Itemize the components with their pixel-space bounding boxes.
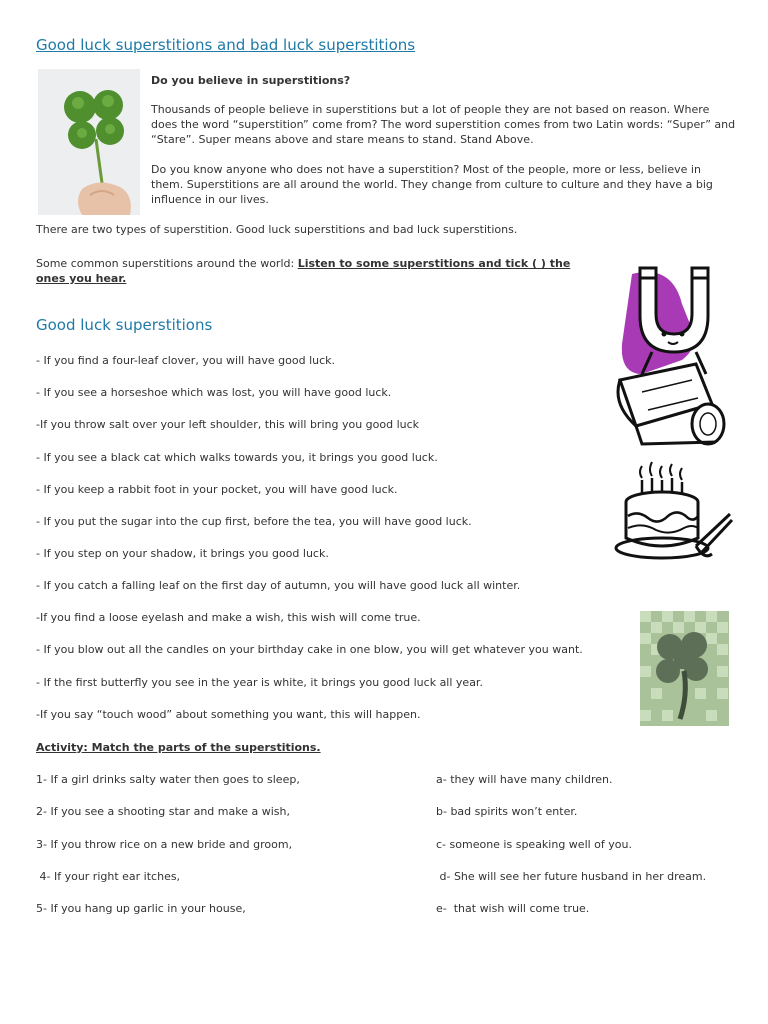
activity-heading: Activity: Match the parts of the superstitions. — [36, 741, 321, 754]
types-line: There are two types of superstition. Good luck superstitions and bad luck superstitions. — [36, 223, 518, 236]
common-prefix: Some common superstitions around the world: — [36, 257, 298, 270]
activity-right-item: c- someone is speaking well of you. — [436, 838, 632, 851]
listen-instruction-1: Listen to some superstitions and tick ( ) the — [297, 257, 571, 270]
list-item: - If you see a horseshoe which was lost, you will have good luck. — [36, 386, 392, 399]
list-item: -If you find a loose eyelash and make a wish, this wish will come true. — [36, 611, 421, 624]
intro-question: Do you believe in superstitions? — [151, 74, 351, 87]
list-item: - If you catch a falling leaf on the first day of autumn, you will have good luck all winter. — [36, 579, 521, 592]
activity-left-item: 3- If you throw rice on a new bride and groom, — [36, 838, 293, 851]
clover-photo — [38, 69, 140, 215]
common-superstitions-line — [36, 256, 606, 286]
birthday-cake-clipart — [612, 460, 736, 572]
good-luck-heading: Good luck superstitions — [36, 316, 213, 334]
activity-right-item: d- She will see her future husband in her dream. — [436, 870, 707, 883]
list-item: - If you see a black cat which walks towards you, it brings you good luck. — [36, 451, 438, 464]
list-item: - If you find a four-leaf clover, you will have good luck. — [36, 354, 336, 367]
activity-left-item: 5- If you hang up garlic in your house, — [36, 902, 246, 915]
activity-right-item: b- bad spirits won’t enter. — [436, 805, 578, 818]
list-item: - If the first butterfly you see in the year is white, it brings you good luck all year. — [36, 676, 483, 689]
intro-paragraph-2: Do you know anyone who does not have a superstition? Most of the people, more or less, believe in them. Superstitions are all around the world. They change from culture to culture and they have a big influence in our lives. — [151, 163, 713, 206]
list-item: - If you step on your shadow, it brings you good luck. — [36, 547, 329, 560]
list-item: -If you say “touch wood” about something you want, this will happen. — [36, 708, 421, 721]
horseshoe-log-clipart — [612, 264, 732, 454]
activity-right-item: e- that wish will come true. — [436, 902, 590, 915]
page-title: Good luck superstitions and bad luck superstitions — [36, 36, 416, 54]
intro-paragraph-1: Thousands of people believe in superstitions but a lot of people they are not based on reason. Where does the word “superstition” come from? The word superstition comes from two Latin words: “Super” and “Stare”. Super means above and stare means to stand. Stand Above. — [151, 103, 736, 146]
listen-instruction-2: ones you hear. — [36, 272, 127, 285]
list-item: - If you put the sugar into the cup first, before the tea, you will have good luck. — [36, 515, 472, 528]
list-item: - If you keep a rabbit foot in your pocket, you will have good luck. — [36, 483, 398, 496]
activity-left-item: 4- If your right ear itches, — [36, 870, 181, 883]
list-item: - If you blow out all the candles on your birthday cake in one blow, you will get whatever you want. — [36, 643, 583, 656]
activity-left-item: 2- If you see a shooting star and make a wish, — [36, 805, 290, 818]
clover-mosaic-clipart — [640, 611, 729, 726]
list-item: -If you throw salt over your left shoulder, this will bring you good luck — [36, 418, 420, 431]
activity-left-item: 1- If a girl drinks salty water then goes to sleep, — [36, 773, 300, 786]
activity-right-item: a- they will have many children. — [436, 773, 613, 786]
